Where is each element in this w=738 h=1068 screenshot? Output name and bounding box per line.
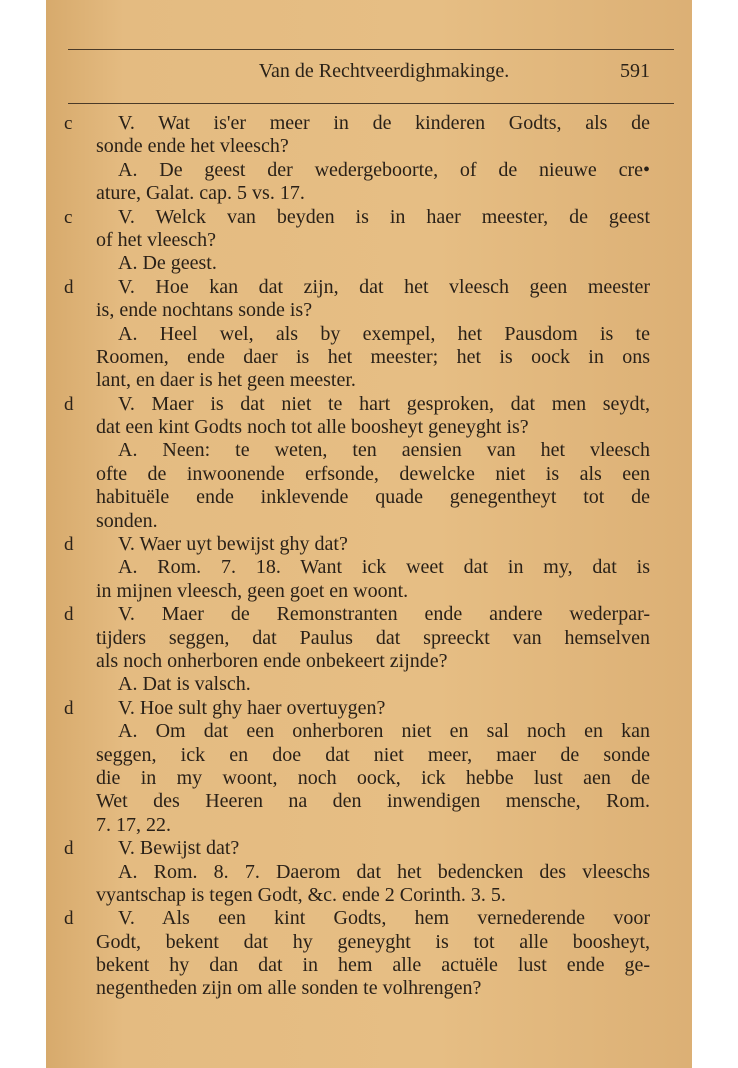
text-line	[46, 744, 692, 767]
text-line	[46, 673, 692, 696]
line-text: in mijnen vleesch, geen goet en woont.	[96, 579, 409, 602]
line-text: A. Neen: te weten, ten aensien van het vleesch	[118, 439, 650, 462]
line-text: bekent hy dan dat in hem alle actuële lust ende ge-	[96, 954, 650, 977]
text-line	[46, 439, 692, 462]
line-text: vyantschap is tegen Godt, &c. ende 2 Corinth. 3. 5.	[96, 883, 506, 906]
line-text: Roomen, ende daer is het meester; het is oock in ons	[96, 345, 650, 368]
line-text: V. Bewijst dat?	[118, 837, 240, 860]
line-text: ature, Galat. cap. 5 vs. 17.	[96, 182, 305, 205]
text-line	[46, 837, 692, 860]
line-text: V. Hoe sult ghy haer overtuygen?	[118, 696, 386, 719]
line-text: sonden.	[96, 509, 158, 532]
text-line	[46, 533, 692, 556]
margin-mark: d	[64, 697, 74, 719]
line-text: lant, en daer is het geen meester.	[96, 369, 356, 392]
margin-mark: d	[64, 604, 74, 626]
header-rule-bottom	[68, 103, 674, 104]
text-line	[46, 790, 692, 813]
text-line	[46, 112, 692, 135]
text-line	[46, 182, 692, 205]
text-line	[46, 627, 692, 650]
margin-mark: c	[64, 206, 73, 228]
line-text: Godt, bekent dat hy geneyght is tot alle boosheyt,	[96, 930, 650, 953]
text-line	[46, 486, 692, 509]
line-text: Wet des Heeren na den inwendigen mensche, Rom.	[96, 790, 650, 813]
text-line	[46, 229, 692, 252]
line-text: als noch onherboren ende onbekeert zijnde?	[96, 649, 448, 672]
line-text: habituële ende inklevende quade genegentheyt tot de	[96, 486, 650, 509]
text-line	[46, 603, 692, 626]
text-line	[46, 299, 692, 322]
text-line	[46, 767, 692, 790]
text-line	[46, 720, 692, 743]
line-text: of het vleesch?	[96, 228, 216, 251]
text-line	[46, 393, 692, 416]
text-line	[46, 159, 692, 182]
line-text: A. Heel wel, als by exempel, het Pausdom is te	[118, 322, 650, 345]
line-text: die in my woont, noch oock, ick hebbe lust aen de	[96, 766, 650, 789]
text-line	[46, 814, 692, 837]
margin-mark: d	[64, 276, 74, 298]
text-line	[46, 346, 692, 369]
running-title: Van de Rechtveerdighmakinge.	[258, 60, 510, 82]
text-line	[46, 977, 692, 1000]
line-text: V. Waer uyt bewijst ghy dat?	[118, 533, 348, 556]
line-text: V. Wat is'er meer in de kinderen Godts, als de	[118, 112, 650, 134]
book-page	[46, 0, 692, 1068]
text-line	[46, 323, 692, 346]
line-text: A. Rom. 7. 18. Want ick weet dat in my, dat is	[118, 556, 650, 579]
text-line	[46, 252, 692, 275]
line-text: A. Dat is valsch.	[118, 673, 251, 696]
text-line	[46, 510, 692, 533]
text-line	[46, 369, 692, 392]
catechism-text	[46, 112, 692, 1001]
header-rule-top	[68, 49, 674, 50]
line-text: seggen, ick en doe dat niet meer, maer de sonde	[96, 743, 650, 766]
text-line	[46, 954, 692, 977]
line-text: tijders seggen, dat Paulus dat spreeckt van hemselven	[96, 626, 650, 649]
margin-mark: d	[64, 534, 74, 556]
line-text: V. Maer is dat niet te hart gesproken, dat men seydt,	[118, 392, 650, 415]
line-text: A. De geest der wedergeboorte, of de nieuwe cre•	[118, 158, 650, 181]
margin-mark: d	[64, 393, 74, 415]
text-line	[46, 884, 692, 907]
line-text: V. Hoe kan dat zijn, dat het vleesch geen meester	[118, 275, 650, 298]
line-text: V. Maer de Remonstranten ende andere wederpar-	[118, 603, 650, 626]
margin-mark: d	[64, 908, 74, 930]
line-text: 7. 17, 22.	[96, 813, 171, 836]
line-text: A. Rom. 8. 7. Daerom dat het bedencken des vleeschs	[118, 860, 650, 883]
text-line	[46, 931, 692, 954]
running-header	[46, 60, 692, 86]
text-line	[46, 861, 692, 884]
text-line	[46, 650, 692, 673]
text-line	[46, 556, 692, 579]
margin-mark: c	[64, 113, 73, 134]
line-text: A. Om dat een onherboren niet en sal noch en kan	[118, 720, 650, 743]
text-line	[46, 206, 692, 229]
text-line	[46, 276, 692, 299]
line-text: negentheden zijn om alle sonden te volhrengen?	[96, 977, 482, 1000]
text-line	[46, 463, 692, 486]
line-text: A. De geest.	[118, 252, 217, 275]
margin-mark: d	[64, 838, 74, 860]
line-text: sonde ende het vleesch?	[96, 135, 289, 158]
line-text: V. Welck van beyden is in haer meester, de geest	[118, 205, 650, 228]
text-line	[46, 907, 692, 930]
line-text: is, ende nochtans sonde is?	[96, 299, 313, 322]
text-line	[46, 135, 692, 158]
line-text: ofte de inwoonende erfsonde, dewelcke niet is als een	[96, 462, 650, 485]
line-text: V. Als een kint Godts, hem vernederende voor	[118, 907, 650, 930]
text-line	[46, 697, 692, 720]
line-text: dat een kint Godts noch tot alle boosheyt geneyght is?	[96, 416, 529, 439]
page-number: 591	[620, 60, 650, 82]
text-line	[46, 580, 692, 603]
text-line	[46, 416, 692, 439]
